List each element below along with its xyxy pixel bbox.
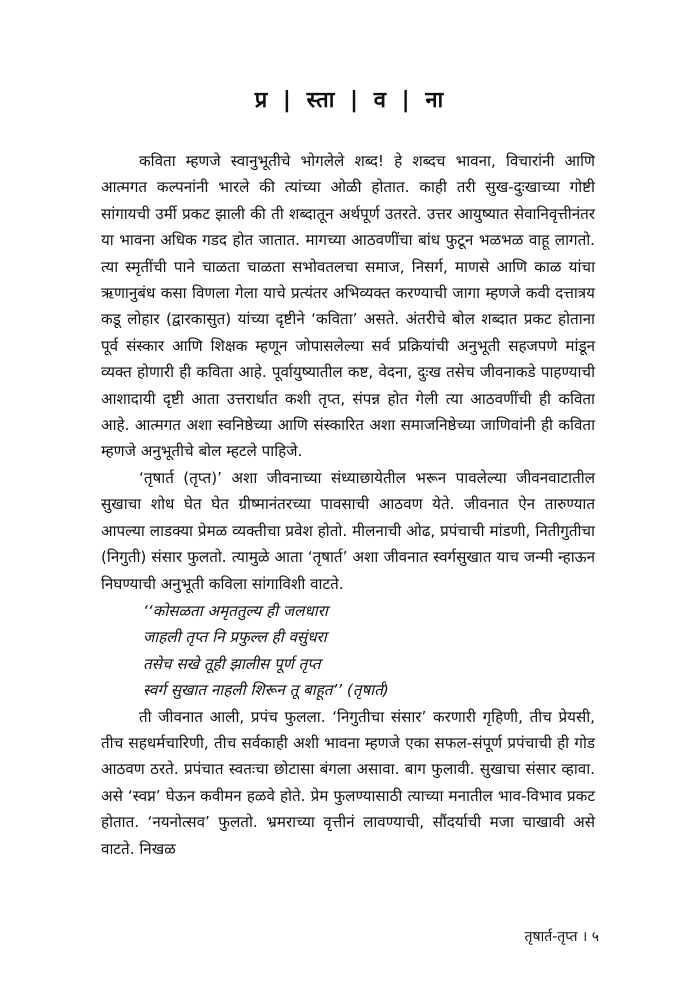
poem-line-1: ‘‘कोसळता अमृततुल्य ही जलधारा	[143, 601, 328, 620]
body-text	[101, 148, 595, 862]
poem-quote	[143, 598, 595, 704]
paragraph-3: ती जीवनात आली, प्रपंच फुलला. ‘निगुतीचा संसार’ करणारी गृहिणी, तीच प्रेयसी, तीच सहधर्मचारिणी, तीच सर्वकाही अशी भावना म्हणजे एका सफल-संपूर्ण प्रपंचाची ही गोड आठवण ठरते. प्रपंचात स्वतःचा छोटासा बंगला असावा. बाग फुलावी. सुखाचा संसार व्हावा. असे ‘स्वप्न’ घेऊन कवीमन हळवे होते. प्रेम फुलण्यासाठी त्याच्या मनातील भाव-विभाव प्रकट होतात. ‘नयनोत्सव’ फुलतो. भ्रमराच्या वृत्तीनं लावण्याची, सौंदर्याची मजा चाखावी असे वाटते. निखळ	[101, 707, 595, 858]
paragraph-2: ‘तृषार्त (तृप्त)’ अशा जीवनाच्या संध्याछायेतील भरून पावलेल्या जीवनवाटातील सुखाचा शोध घेत घेत ग्रीष्मानंतरच्या पावसाची आठवण येते. जीवनात ऐन तारुण्यात आपल्या लाडक्या प्रेमळ व्यक्तीचा प्रवेश होतो. मीलनाची ओढ, प्रपंचाची मांडणी, नितीगुतीचा (निगुती) संसार फुलतो. त्यामुळे आता ‘तृषार्त’ अशा जीवनात स्वर्गसुखात याच जन्मी न्हाऊन निघण्याची अनुभूती कविला सांगाविशी वाटते.	[101, 468, 595, 593]
paragraph-1: कविता म्हणजे स्वानुभूतीचे भोगलेले शब्द! हे शब्दच भावना, विचारांनी आणि आत्मगत कल्पनांनी भारले की त्यांच्या ओळी होतात. काही तरी सुख-दुःखाच्या गोष्टी सांगायची उर्मी प्रकट झाली की ती शब्दातून अर्थपूर्ण उतरते. उत्तर आयुष्यात सेवानिवृत्तीनंतर या भावना अधिक गडद होत जातात. मागच्या आठवणींचा बांध फुटून भळभळ वाहू लागतो. त्या स्मृतींची पाने चाळता चाळता सभोवतलचा समाज, निसर्ग, माणसे आणि काळ यांचा ऋणानुबंध कसा विणला गेला याचे प्रत्यंतर अभिव्यक्त करण्याची जागा म्हणजे कवी दत्तात्रय कडू लोहार (द्वारकासुत) यांच्या दृष्टीने ‘कविता’ असते. अंतरीचे बोल शब्दात प्रकट होताना पूर्व संस्कार आणि शिक्षक म्हणून जोपासलेल्या सर्व प्रक्रियांची अनुभूती सहजपणे मांडून व्यक्त होणारी ही कविता आहे. पूर्वायुष्यातील कष्ट, वेदना, दुःख तसेच जीवनाकडे पाहण्याची आशादायी दृष्टी आता उत्तरार्धात कशी तृप्त, संपन्न होत गेली त्या आठवणींची ही कविता आहे. आत्मगत अशा स्वनिष्ठेच्या आणि संस्कारित अशा समाजनिष्ठेच्या जाणिवांनी ही कविता म्हणजे अनुभूतीचे बोल म्हटले पाहिजे.	[101, 152, 595, 461]
poem-line-4: स्वर्ग सुखात नाहली शिरून तू बाहूत’’ (तृषार्त)	[143, 681, 389, 700]
poem-line-2: जाहली तृप्त नि प्रफुल्ल ही वसुंधरा	[143, 628, 327, 647]
poem-line-3: तसेच सखे तूही झालीस पूर्ण तृप्त	[143, 654, 321, 673]
page-title: प्र | स्ता | व | ना	[254, 88, 445, 113]
page-footer: तृषार्त-तृप्त । ५	[524, 929, 599, 945]
